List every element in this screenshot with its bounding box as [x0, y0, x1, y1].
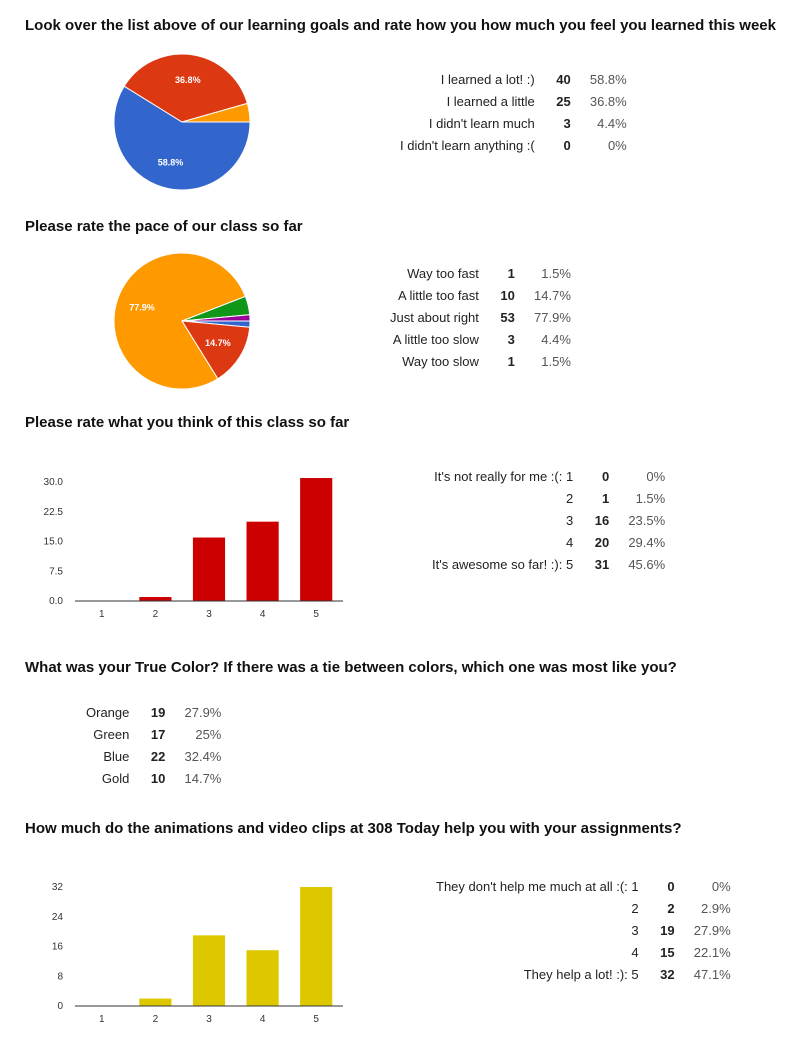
answer-label: 3: [565, 513, 574, 528]
summary-row: [86, 702, 221, 724]
answer-label: I didn't learn much: [428, 116, 535, 131]
question-title-animations: How much do the animations and video clips at 308 Today help you with your assignments?: [25, 820, 682, 837]
x-tick-label: 5: [313, 1014, 319, 1025]
y-tick-label: 24: [51, 911, 63, 923]
answer-count: 19: [660, 923, 675, 938]
pie-chart-learning: [112, 52, 252, 192]
answer-label: A little too slow: [392, 332, 479, 347]
answer-percent: 22.1%: [693, 945, 731, 960]
answer-count: 15: [660, 945, 675, 960]
answer-count: 3: [563, 116, 571, 131]
answer-percent: 1.5%: [541, 266, 571, 281]
answer-count: 1: [507, 354, 515, 369]
answer-label: 2: [565, 491, 574, 506]
answer-percent: 0%: [711, 879, 731, 894]
answer-count: 20: [594, 535, 610, 550]
y-tick-label: 0.0: [49, 596, 63, 607]
answer-percent: 14.7%: [184, 771, 222, 786]
answer-label: Just about right: [390, 310, 479, 325]
bar: [139, 999, 171, 1006]
summary-table-class-rating: [432, 466, 665, 576]
answer-percent: 25%: [195, 727, 222, 742]
answer-count: 3: [507, 332, 515, 347]
bar: [193, 538, 225, 601]
x-tick-label: 5: [313, 609, 319, 620]
answer-percent: 4.4%: [541, 332, 571, 347]
summary-row: [390, 285, 571, 307]
question-title-pace: Please rate the pace of our class so far: [25, 218, 303, 235]
bar: [247, 522, 279, 601]
answer-count: 53: [500, 310, 515, 325]
question-title-learning: Look over the list above of our learning goals and rate how you how much you feel you learned this week: [25, 17, 776, 34]
summary-row: [400, 113, 627, 135]
answer-percent: 14.7%: [534, 288, 571, 303]
x-tick-label: 4: [259, 609, 266, 620]
y-tick-label: 16: [51, 941, 63, 953]
answer-percent: 29.4%: [628, 535, 666, 550]
answer-count: 19: [150, 705, 166, 720]
answer-label: They help a lot! :): 5: [523, 967, 639, 982]
summary-row: [436, 942, 731, 964]
bar: [247, 950, 279, 1006]
answer-label: Way too fast: [407, 266, 479, 281]
x-tick-label: 2: [152, 1014, 159, 1025]
x-tick-label: 3: [206, 609, 212, 620]
x-tick-label: 1: [99, 1014, 105, 1025]
summary-row: [86, 746, 221, 768]
summary-row: [400, 91, 627, 113]
summary-row: [432, 466, 665, 488]
question-title-true-color: What was your True Color? If there was a tie between colors, which one was most like you?: [25, 659, 677, 676]
summary-row: [400, 69, 627, 91]
answer-label: Blue: [103, 749, 130, 764]
summary-row: [400, 135, 627, 157]
x-tick-label: 2: [152, 609, 159, 620]
summary-row: [432, 488, 665, 510]
summary-row: [436, 876, 731, 898]
answer-percent: 58.8%: [589, 72, 627, 87]
y-tick-label: 30.0: [43, 477, 63, 488]
answer-label: Orange: [86, 705, 130, 720]
bar-chart-class-rating: [25, 465, 355, 625]
answer-percent: 77.9%: [534, 310, 571, 325]
answer-label: A little too fast: [397, 288, 479, 303]
summary-row: [390, 329, 571, 351]
summary-row: [436, 920, 731, 942]
answer-count: 16: [594, 513, 610, 528]
answer-label: 4: [631, 945, 639, 960]
answer-percent: 0%: [646, 469, 666, 484]
answer-percent: 23.5%: [628, 513, 666, 528]
answer-percent: 32.4%: [184, 749, 222, 764]
answer-count: 31: [594, 557, 610, 572]
bar: [300, 887, 332, 1006]
answer-percent: 36.8%: [589, 94, 627, 109]
answer-percent: 1.5%: [635, 491, 666, 506]
summary-row: [390, 263, 571, 285]
summary-row: [432, 532, 665, 554]
summary-row: [86, 768, 221, 790]
answer-count: 25: [556, 94, 571, 109]
answer-label: Way too slow: [402, 354, 479, 369]
x-tick-label: 1: [99, 609, 105, 620]
answer-count: 0: [601, 469, 610, 484]
y-tick-label: 8: [57, 971, 63, 983]
summary-row: [390, 351, 571, 373]
answer-label: It's awesome so far! :): 5: [432, 557, 574, 572]
answer-count: 10: [500, 288, 515, 303]
answer-label: 2: [631, 901, 639, 916]
answer-percent: 27.9%: [693, 923, 731, 938]
bar: [139, 597, 171, 601]
answer-label: They don't help me much at all :(: 1: [436, 879, 639, 894]
x-tick-label: 3: [206, 1014, 212, 1025]
summary-row: [86, 724, 221, 746]
y-tick-label: 0: [57, 1001, 63, 1012]
answer-label: Gold: [101, 771, 130, 786]
pie-slice-label: 14.7%: [205, 338, 231, 349]
answer-label: It's not really for me :(: 1: [434, 469, 574, 484]
summary-table-true-color: [86, 702, 221, 790]
answer-percent: 45.6%: [628, 557, 666, 572]
pie-chart-pace: [112, 251, 252, 391]
summary-row: [436, 964, 731, 986]
answer-label: I didn't learn anything :(: [400, 138, 535, 153]
answer-count: 1: [507, 266, 515, 281]
answer-percent: 1.5%: [541, 354, 571, 369]
pie-slice-label: 36.8%: [175, 75, 201, 86]
y-tick-label: 7.5: [49, 566, 63, 578]
summary-table-pace: [390, 263, 571, 373]
answer-count: 17: [150, 727, 166, 742]
summary-row: [436, 898, 731, 920]
summary-table-learning: [400, 69, 627, 157]
answer-percent: 0%: [607, 138, 627, 153]
answer-count: 0: [563, 138, 571, 153]
answer-count: 32: [660, 967, 675, 982]
y-tick-label: 15.0: [43, 536, 63, 548]
answer-count: 2: [667, 901, 675, 916]
answer-count: 1: [601, 491, 610, 506]
question-title-class-rating: Please rate what you think of this class so far: [25, 414, 350, 431]
summary-row: [432, 554, 665, 576]
answer-label: Green: [93, 727, 130, 742]
answer-label: 4: [565, 535, 574, 550]
summary-row: [432, 510, 665, 532]
answer-label: I learned a lot! :): [440, 72, 535, 87]
answer-count: 0: [667, 879, 675, 894]
y-tick-label: 32: [51, 882, 63, 893]
x-tick-label: 4: [259, 1014, 266, 1025]
summary-table-animations: [436, 876, 731, 986]
answer-percent: 47.1%: [693, 967, 731, 982]
answer-count: 10: [150, 771, 166, 786]
pie-slice-label: 77.9%: [129, 302, 155, 313]
summary-row: [390, 307, 571, 329]
answer-label: 3: [631, 923, 639, 938]
bar: [300, 478, 332, 601]
y-tick-label: 22.5: [43, 506, 63, 518]
answer-percent: 27.9%: [184, 705, 222, 720]
answer-count: 40: [556, 72, 571, 87]
bar-chart-animations: [25, 870, 355, 1030]
bar: [193, 935, 225, 1006]
answer-label: I learned a little: [446, 94, 535, 109]
answer-percent: 4.4%: [597, 116, 627, 131]
answer-count: 22: [150, 749, 166, 764]
pie-slice-label: 58.8%: [157, 157, 184, 168]
answer-percent: 2.9%: [701, 901, 731, 916]
